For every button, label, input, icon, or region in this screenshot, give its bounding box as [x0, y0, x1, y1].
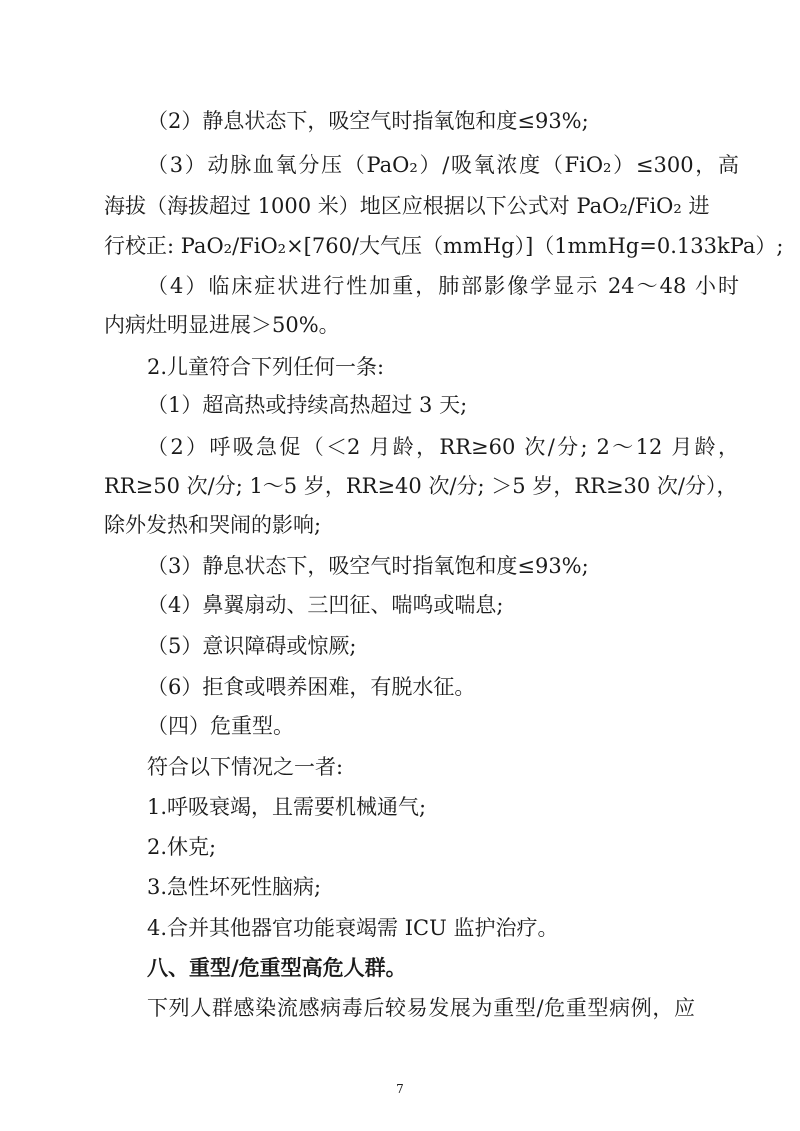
critical-item-1: 1.呼吸衰竭，且需要机械通气;	[147, 795, 427, 819]
criterion-adult-3-line1: （3）动脉血氧分压（PaO₂）/吸氧浓度（FiO₂）≤300，高	[147, 153, 739, 177]
criterion-child-6: （6）拒食或喂养困难，有脱水征。	[147, 675, 476, 699]
criterion-adult-4-line1: （4）临床症状进行性加重，肺部影像学显示 24～48 小时	[147, 274, 739, 298]
criterion-child-4: （4）鼻翼扇动、三凹征、喘鸣或喘息;	[147, 593, 504, 617]
section-critical-heading: （四）危重型。	[147, 714, 294, 738]
criterion-child-5: （5）意识障碍或惊厥;	[147, 634, 357, 658]
critical-item-4: 4.合并其他器官功能衰竭需 ICU 监护治疗。	[147, 916, 559, 940]
criterion-child-3: （3）静息状态下，吸空气时指氧饱和度≤93%;	[147, 554, 589, 578]
children-criteria-heading: 2.儿童符合下列任何一条:	[147, 355, 385, 379]
critical-item-3: 3.急性坏死性脑病;	[147, 875, 322, 899]
criterion-adult-3-line2: 海拔（海拔超过 1000 米）地区应根据以下公式对 PaO₂/FiO₂ 进	[104, 194, 710, 218]
section-eight-heading: 八、重型/危重型高危人群。	[147, 956, 407, 980]
criterion-child-1: （1）超高热或持续高热超过 3 天;	[147, 393, 468, 417]
criterion-child-2-line3: 除外发热和哭闹的影响;	[104, 513, 322, 537]
criterion-child-2-line2: RR≥50 次/分; 1～5 岁，RR≥40 次/分; ＞5 岁，RR≥30 次/分），	[104, 474, 738, 498]
critical-item-2: 2.休克;	[147, 835, 217, 859]
criterion-child-2-line1: （2）呼吸急促（＜2 月龄，RR≥60 次/分; 2～12 月龄，	[147, 435, 739, 459]
high-risk-intro: 下列人群感染流感病毒后较易发展为重型/危重型病例，应	[147, 996, 695, 1020]
critical-intro: 符合以下情况之一者:	[147, 755, 344, 779]
criterion-adult-3-line3: 行校正: PaO₂/FiO₂×[760/大气压（mmHg）]（1mmHg=0.133kPa）;	[104, 234, 784, 258]
page-number: 7	[396, 1082, 404, 1096]
criterion-adult-4-line2: 内病灶明显进展＞50%。	[104, 313, 340, 337]
criterion-adult-2: （2）静息状态下，吸空气时指氧饱和度≤93%;	[147, 109, 589, 133]
